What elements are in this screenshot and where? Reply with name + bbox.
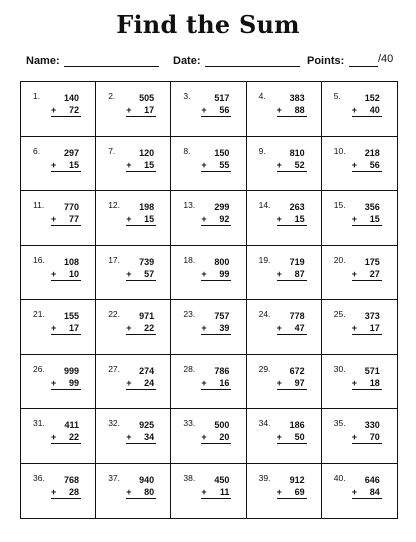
problem-number: 8. [183,145,191,156]
bottom-row [51,213,81,226]
plus-sign: + [126,377,132,388]
addition-problem [277,365,307,390]
problem-cell[interactable] [96,464,171,519]
problem-cell[interactable] [21,246,96,301]
problem-number: 11. [33,200,45,210]
bottom-row [51,268,81,281]
bottom-row [352,431,382,444]
bottom-addend: 15 [294,214,305,224]
problem-number: 9. [258,145,266,156]
top-addend: 155 [63,311,79,321]
top-addend: 299 [214,202,230,212]
addition-problem [352,365,382,390]
top-addend: 140 [63,93,79,103]
plus-sign: + [201,105,207,115]
problem-number: 18. [183,254,196,265]
plus-sign: + [51,159,57,170]
addition-problem [352,201,382,226]
top-addend: 571 [364,365,380,376]
problem-cell[interactable] [322,246,397,301]
bottom-addend: 34 [144,432,155,442]
bottom-row [51,377,81,390]
top-addend: 768 [63,474,79,485]
top-addend: 757 [214,311,230,321]
problem-number: 26. [33,363,45,374]
problem-number: 2. [108,91,116,101]
problem-cell[interactable] [247,191,322,246]
bottom-row [277,377,307,390]
top-addend: 517 [214,93,230,103]
bottom-row [352,213,382,226]
bottom-addend: 69 [294,486,305,497]
bottom-addend: 87 [294,268,305,279]
bottom-addend: 92 [219,214,230,224]
addition-problem [352,256,382,281]
problem-cell[interactable] [21,464,96,519]
top-addend: 800 [214,256,230,267]
addition-problem [352,147,382,172]
problem-number: 39. [258,472,271,483]
bottom-row [126,322,156,335]
bottom-row [277,213,307,226]
bottom-addend: 50 [294,432,305,442]
bottom-row [277,486,307,499]
addition-problem [51,419,81,444]
bottom-addend: 17 [144,105,155,115]
top-addend: 925 [139,420,155,430]
problem-number: 5. [333,91,341,101]
points-total: /40 [378,53,394,65]
problem-number: 15. [333,200,346,210]
plus-sign: + [51,214,57,224]
bottom-row [277,159,307,172]
problem-number: 1. [33,91,41,101]
bottom-row [352,377,382,390]
problem-cell[interactable] [21,300,96,355]
top-addend: 152 [364,93,380,103]
bottom-row [51,322,81,335]
problem-number: 7. [108,145,116,156]
problem-cell[interactable] [171,300,246,355]
bottom-row [277,104,307,117]
top-addend: 186 [289,420,305,430]
addition-problem [126,310,156,335]
addition-problem [51,310,81,335]
problem-cell[interactable] [322,300,397,355]
bottom-row [277,268,307,281]
top-addend: 786 [214,365,230,376]
bottom-addend: 80 [144,486,155,497]
name-field[interactable] [64,66,159,67]
bottom-row [51,486,81,499]
bottom-addend: 10 [68,268,79,279]
problem-cell[interactable] [96,246,171,301]
bottom-row [201,322,231,335]
addition-problem [126,201,156,226]
name-label: Name: [26,55,60,67]
top-addend: 411 [64,420,79,430]
addition-problem [277,147,307,172]
bottom-row [201,377,231,390]
plus-sign: + [126,159,132,170]
problem-number: 13. [183,200,196,210]
problem-number: 32. [108,418,121,428]
addition-problem [277,256,307,281]
bottom-row [51,104,81,117]
plus-sign: + [126,323,132,333]
date-label: Date: [173,55,201,67]
bottom-row [352,159,382,172]
problem-cell[interactable] [322,409,397,464]
problem-number: 20. [333,254,346,265]
top-addend: 330 [364,420,380,430]
addition-problem [201,365,231,390]
addition-problem [277,201,307,226]
bottom-addend: 72 [68,105,79,115]
top-addend: 646 [364,474,380,485]
addition-problem [126,147,156,172]
problem-cell[interactable] [96,137,171,192]
bottom-row [352,268,382,281]
addition-problem [201,419,231,444]
problem-cell[interactable] [171,82,246,137]
addition-problem [201,92,231,117]
problem-cell[interactable] [322,355,397,410]
bottom-row [201,104,231,117]
problem-cell[interactable] [96,191,171,246]
addition-problem [51,147,81,172]
problem-cell[interactable] [171,191,246,246]
problem-number: 34. [258,418,271,428]
problem-number: 35. [333,418,346,428]
problem-number: 12. [108,200,121,210]
bottom-addend: 99 [219,268,230,279]
top-addend: 739 [139,256,155,267]
bottom-addend: 17 [68,323,79,333]
bottom-addend: 27 [369,268,380,279]
bottom-row [201,486,231,499]
bottom-row [51,159,81,172]
top-addend: 500 [214,420,230,430]
bottom-row [201,213,231,226]
bottom-addend: 56 [219,105,230,115]
top-addend: 274 [139,365,155,376]
addition-problem [126,256,156,281]
addition-problem [126,365,156,390]
plus-sign: + [276,323,282,333]
bottom-row [126,104,156,117]
addition-problem [277,419,307,444]
bottom-addend: 17 [369,323,380,333]
bottom-addend: 15 [144,159,155,170]
bottom-row [201,159,231,172]
top-addend: 912 [289,474,305,485]
plus-sign: + [276,486,282,497]
addition-problem [201,474,231,499]
bottom-addend: 40 [369,105,380,115]
bottom-row [277,431,307,444]
bottom-row [51,431,81,444]
plus-sign: + [126,486,132,497]
problem-number: 38. [183,472,196,483]
problem-number: 30. [333,363,346,374]
plus-sign: + [351,268,358,279]
problem-number: 4. [258,91,266,101]
problem-number: 6. [33,145,41,156]
bottom-addend: 20 [219,432,230,442]
problem-number: 28. [183,363,196,374]
top-addend: 778 [289,311,305,321]
plus-sign: + [51,105,57,115]
bottom-addend: 97 [294,377,305,388]
plus-sign: + [201,432,207,442]
problem-number: 14. [258,200,271,210]
bottom-row [126,159,156,172]
date-field[interactable] [205,66,300,67]
plus-sign: + [126,214,132,224]
plus-sign: + [276,159,282,170]
problem-cell[interactable] [21,137,96,192]
plus-sign: + [51,377,57,388]
problem-cell[interactable] [322,137,397,192]
problem-grid [20,81,398,519]
bottom-addend: 52 [294,159,305,170]
bottom-row [126,486,156,499]
plus-sign: + [51,432,57,442]
addition-problem [352,419,382,444]
problem-number: 27. [108,363,121,374]
problem-cell[interactable] [322,82,397,137]
addition-problem [352,92,382,117]
addition-problem [352,474,382,499]
bottom-addend: 99 [68,377,79,388]
plus-sign: + [51,268,57,279]
top-addend: 263 [289,202,305,212]
plus-sign: + [276,432,282,442]
plus-sign: + [201,377,207,388]
problem-cell[interactable] [247,464,322,519]
problem-number: 36. [33,472,45,483]
plus-sign: + [351,486,358,497]
bottom-row [126,377,156,390]
problem-cell[interactable] [247,300,322,355]
top-addend: 198 [139,202,155,212]
addition-problem [201,201,231,226]
bottom-row [201,268,231,281]
bottom-row [352,486,382,499]
top-addend: 940 [139,474,155,485]
problem-number: 10. [333,145,346,156]
problem-cell[interactable] [96,409,171,464]
plus-sign: + [276,214,282,224]
plus-sign: + [201,214,207,224]
bottom-addend: 15 [369,214,380,224]
addition-problem [277,92,307,117]
problem-cell[interactable] [96,300,171,355]
problem-cell[interactable] [322,191,397,246]
addition-problem [51,365,81,390]
bottom-addend: 77 [68,214,79,224]
addition-problem [51,92,81,117]
problem-number: 17. [108,254,121,265]
top-addend: 120 [139,147,155,158]
top-addend: 108 [63,256,79,267]
problem-cell[interactable] [322,464,397,519]
plus-sign: + [351,432,358,442]
problem-number: 25. [333,309,346,319]
bottom-addend: 15 [144,214,155,224]
top-addend: 175 [364,256,380,267]
plus-sign: + [201,486,207,497]
problem-cell[interactable] [171,409,246,464]
bottom-addend: 18 [369,377,380,388]
addition-problem [126,474,156,499]
top-addend: 770 [63,202,79,212]
problem-number: 29. [258,363,271,374]
addition-problem [201,147,231,172]
problem-number: 33. [183,418,196,428]
bottom-addend: 28 [68,486,79,497]
top-addend: 150 [214,147,230,158]
bottom-addend: 47 [294,323,305,333]
bottom-addend: 70 [369,432,380,442]
bottom-row [352,104,382,117]
top-addend: 505 [139,93,155,103]
top-addend: 373 [364,311,380,321]
bottom-row [126,431,156,444]
problem-number: 3. [183,91,191,101]
page-title: Find the Sum [116,10,300,39]
points-label: Points: [307,55,345,67]
plus-sign: + [351,323,358,333]
problem-cell[interactable] [247,246,322,301]
plus-sign: + [126,268,132,279]
problem-number: 21. [33,309,45,319]
bottom-row [201,431,231,444]
bottom-addend: 56 [369,159,380,170]
bottom-addend: 16 [219,377,230,388]
plus-sign: + [201,268,207,279]
addition-problem [51,201,81,226]
problem-number: 19. [258,254,271,265]
bottom-addend: 57 [144,268,155,279]
plus-sign: + [51,323,57,333]
points-field[interactable] [349,66,378,67]
problem-cell[interactable] [21,191,96,246]
plus-sign: + [351,214,358,224]
bottom-addend: 39 [219,323,230,333]
top-addend: 356 [364,202,380,212]
addition-problem [277,310,307,335]
bottom-row [126,268,156,281]
top-addend: 999 [63,365,79,376]
problem-cell[interactable] [96,82,171,137]
plus-sign: + [351,105,358,115]
problem-number: 31. [33,418,45,428]
problem-cell[interactable] [171,355,246,410]
plus-sign: + [351,159,358,170]
bottom-addend: 55 [219,159,230,170]
addition-problem [201,256,231,281]
top-addend: 719 [289,256,305,267]
bottom-row [277,322,307,335]
bottom-addend: 24 [144,377,155,388]
plus-sign: + [201,323,207,333]
problem-cell[interactable] [21,355,96,410]
plus-sign: + [276,105,282,115]
addition-problem [126,92,156,117]
bottom-row [126,213,156,226]
addition-problem [201,310,231,335]
problem-number: 23. [183,309,196,319]
top-addend: 297 [63,147,79,158]
top-addend: 810 [289,147,305,158]
problem-cell[interactable] [21,409,96,464]
plus-sign: + [201,159,207,170]
addition-problem [51,474,81,499]
bottom-row [352,322,382,335]
bottom-addend: 84 [369,486,380,497]
problem-number: 37. [108,472,121,483]
addition-problem [277,474,307,499]
plus-sign: + [126,432,132,442]
problem-cell[interactable] [171,137,246,192]
bottom-addend: 15 [68,159,79,170]
problem-cell[interactable] [247,82,322,137]
addition-problem [352,310,382,335]
problem-number: 16. [33,254,45,265]
problem-cell[interactable] [247,137,322,192]
problem-cell[interactable] [247,355,322,410]
problem-cell[interactable] [96,355,171,410]
plus-sign: + [351,377,358,388]
top-addend: 218 [364,147,380,158]
bottom-addend: 22 [144,323,155,333]
plus-sign: + [276,268,282,279]
top-addend: 971 [139,311,155,321]
problem-number: 22. [108,309,121,319]
addition-problem [126,419,156,444]
problem-cell[interactable] [171,246,246,301]
top-addend: 450 [214,474,230,485]
addition-problem [51,256,81,281]
problem-cell[interactable] [171,464,246,519]
problem-cell[interactable] [21,82,96,137]
plus-sign: + [51,486,57,497]
bottom-addend: 11 [219,486,230,497]
bottom-addend: 22 [68,432,79,442]
plus-sign: + [276,377,282,388]
problem-cell[interactable] [247,409,322,464]
plus-sign: + [126,105,132,115]
top-addend: 383 [289,93,305,103]
problem-number: 24. [258,309,271,319]
bottom-addend: 88 [294,105,305,115]
top-addend: 672 [289,365,305,376]
problem-number: 40. [333,472,346,483]
